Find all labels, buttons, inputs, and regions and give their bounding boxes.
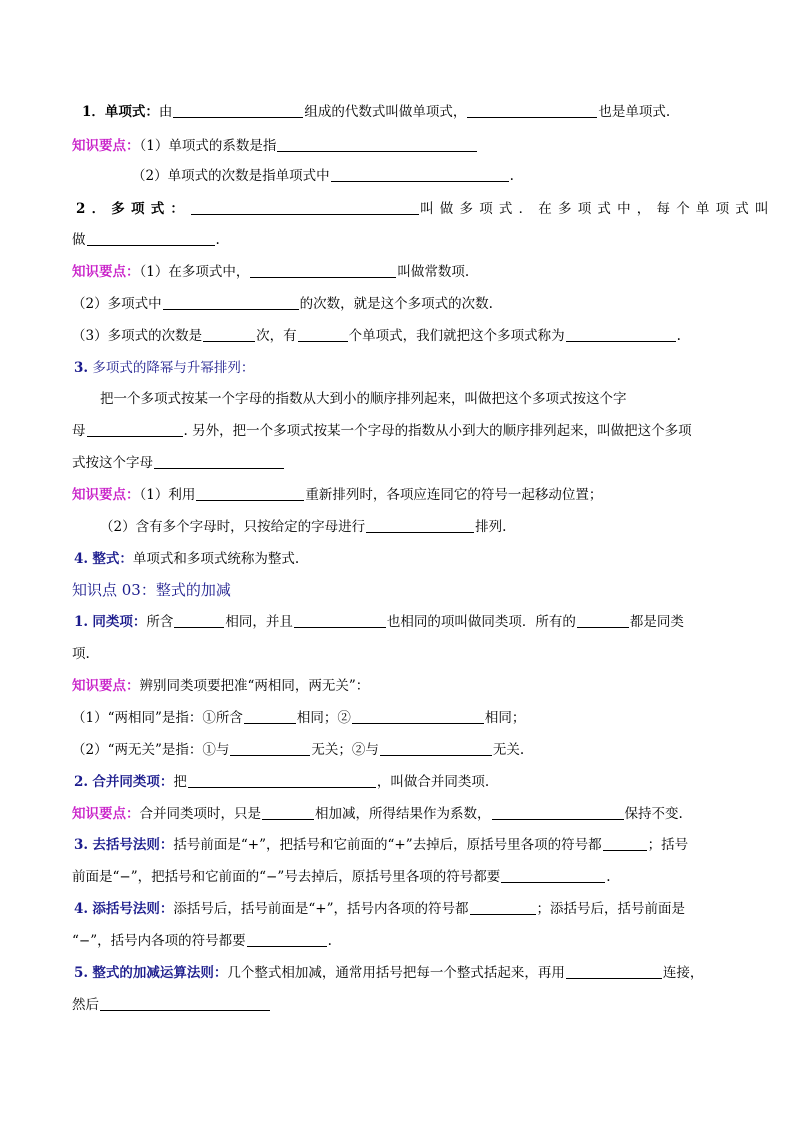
- blank: [603, 835, 647, 851]
- item-number: 2．: [76, 201, 112, 217]
- blank: [470, 899, 536, 915]
- blank: [154, 453, 284, 469]
- ordering-para-3: 式按这个字母: [72, 453, 285, 473]
- item-number: 2.: [74, 774, 89, 790]
- blank: [247, 931, 327, 947]
- blank: [501, 867, 605, 883]
- tip-label: 知识要点：: [72, 264, 140, 280]
- blank: [277, 136, 477, 152]
- tip-like-terms: 知识要点：辨别同类项要把准“两相同，两无关”：: [72, 678, 370, 694]
- item-number: 3.: [74, 837, 89, 853]
- blank: [188, 772, 376, 788]
- blank: [566, 963, 662, 979]
- tip-monomial-b: （2）单项式的次数是指单项式中 .: [132, 168, 514, 184]
- item-number: 1.: [74, 614, 89, 630]
- tip-like-terms-b: （2）“两无关”是指：①与 无关；②与 无关.: [72, 742, 525, 758]
- tip-ordering-b: （2）含有多个字母时，只按给定的字母进行 排列.: [100, 519, 507, 535]
- ordering-para-1: 把一个多项式按某一个字母的指数从大到小的顺序排列起来，叫做把这个多项式按这个字: [100, 391, 627, 407]
- blank: [87, 230, 215, 246]
- ordering-para-2: 母 . 另外，把一个多项式按某一个字母的指数从小到大的顺序排列起来，叫做把这个多项: [72, 423, 692, 439]
- tip-polynomial-c: （3）多项式的次数是 次，有 个单项式，我们就把这个多项式称为 .: [72, 328, 681, 344]
- blank: [577, 612, 629, 628]
- blank: [87, 421, 183, 437]
- item-add-brackets-cont: “−”，括号内各项的符号都要 .: [72, 933, 332, 949]
- blank: [298, 326, 348, 342]
- item-title: 多项式的降幂与升幂排列：: [92, 360, 255, 376]
- blank: [191, 199, 419, 215]
- item-number: 5.: [74, 965, 89, 981]
- item-number: 1: [82, 104, 92, 120]
- tip-combine: 知识要点：合并同类项时，只是 相加减，所得结果作为系数， 保持不变.: [72, 806, 683, 822]
- item-title: 多项式：: [111, 201, 191, 217]
- item-like-terms: 1. 同类项：所含 相同，并且 也相同的项叫做同类项．所有的 都是同类: [74, 614, 684, 630]
- tip-label: 知识要点：: [72, 487, 140, 503]
- item-number: 3.: [74, 360, 89, 376]
- blank: [244, 708, 296, 724]
- item-integral-expression: 4. 整式：单项式和多项式统称为整式.: [74, 551, 300, 567]
- item-title: 添括号法则：: [92, 901, 174, 917]
- item-title: 去括号法则：: [92, 837, 174, 853]
- blank: [196, 485, 304, 501]
- blank: [262, 804, 314, 820]
- item-monomial: 1．单项式：由 组成的代数式叫做单项式， 也是单项式.: [82, 104, 671, 120]
- item-ordering: [74, 358, 254, 378]
- tip-ordering-a: 知识要点：（1）利用 重新排列时，各项应连同它的符号一起移动位置；: [72, 487, 603, 503]
- blank: [230, 740, 310, 756]
- blank: [331, 166, 509, 182]
- item-add-subtract-rule: 5. 整式的加减运算法则：几个整式相加减，通常用括号把每一个整式括起来，再用 连接，: [74, 965, 704, 981]
- tip-monomial-a: 知识要点：（1）单项式的系数是指: [72, 136, 478, 156]
- item-title: 单项式：: [104, 104, 159, 120]
- item-title: 整式：: [92, 551, 133, 567]
- item-add-brackets: 4. 添括号法则：添括号后，括号前面是“+”，括号内各项的符号都 ；添括号后，括号前面是: [74, 901, 686, 917]
- item-like-terms-cont: 项.: [72, 646, 90, 662]
- blank: [467, 102, 597, 118]
- item-polynomial: 2．多项式： 叫做多项式．在多项式中，每个单项式叫: [76, 201, 775, 217]
- blank: [250, 262, 396, 278]
- tip-label: 知识要点：: [72, 138, 140, 154]
- blank: [100, 995, 270, 1011]
- blank: [203, 326, 255, 342]
- item-combine: 2. 合并同类项：把 ，叫做合并同类项.: [74, 774, 490, 790]
- item-title: 整式的加减运算法则：: [92, 965, 228, 981]
- tip-polynomial-b: （2）多项式中 的次数，就是这个多项式的次数.: [72, 296, 493, 312]
- item-number: 4.: [74, 551, 89, 567]
- tip-like-terms-a: （1）“两相同”是指：①所含 相同；② 相同；: [72, 710, 526, 726]
- section-title: 知识点 03：整式的加减: [72, 581, 231, 599]
- blank: [352, 708, 484, 724]
- item-remove-brackets-cont: 前面是“−”，把括号和它前面的“−”号去掉后，原括号里各项的符号都要 .: [72, 869, 611, 885]
- blank: [492, 804, 624, 820]
- blank: [366, 517, 474, 533]
- tip-label: 知识要点：: [72, 678, 140, 694]
- item-number: 4.: [74, 901, 89, 917]
- blank: [380, 740, 492, 756]
- blank: [173, 102, 303, 118]
- item-title: 同类项：: [92, 614, 147, 630]
- blank: [163, 294, 299, 310]
- item-polynomial-cont: 做 .: [72, 232, 220, 248]
- tip-polynomial-a: 知识要点：（1）在多项式中， 叫做常数项.: [72, 264, 470, 280]
- tip-label: 知识要点：: [72, 806, 140, 822]
- item-add-subtract-rule-cont: 然后: [72, 995, 271, 1015]
- item-title: 合并同类项：: [92, 774, 174, 790]
- blank: [566, 326, 676, 342]
- blank: [294, 612, 386, 628]
- item-remove-brackets: 3. 去括号法则：括号前面是“+”，把括号和它前面的“+”去掉后，原括号里各项的符号都 ；括号: [74, 837, 689, 853]
- blank: [174, 612, 224, 628]
